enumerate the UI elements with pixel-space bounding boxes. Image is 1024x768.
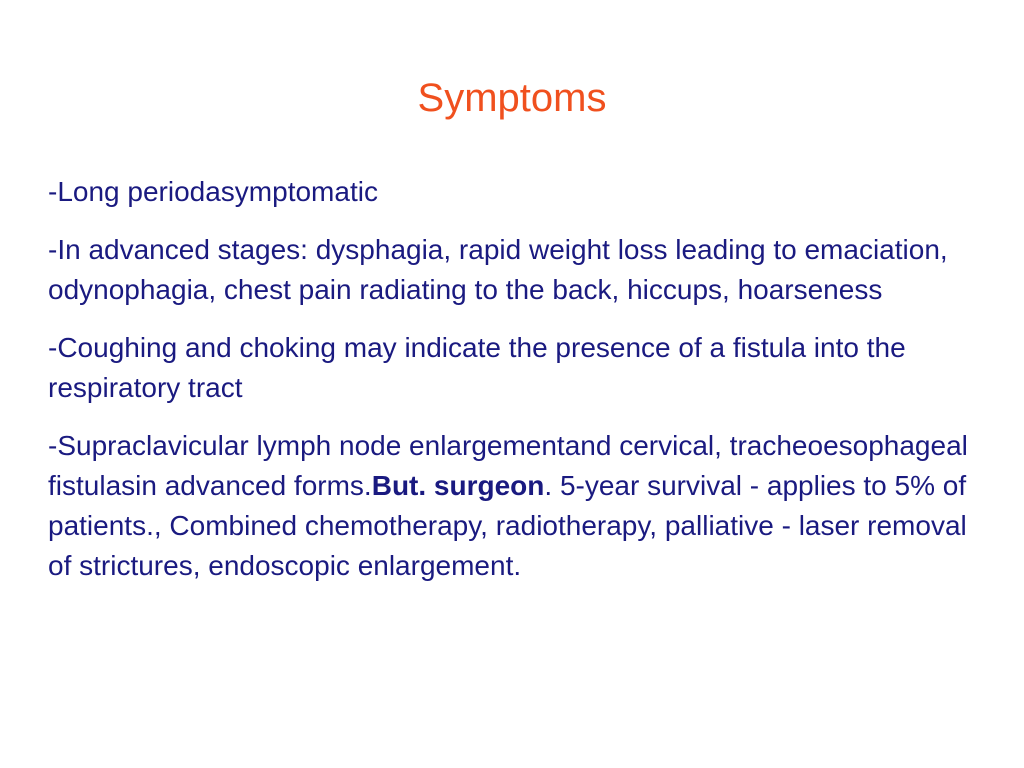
bullet-advanced-stages: -In advanced stages: dysphagia, rapid weight loss leading to emaciation, odynophagia, chest pain radiating to the back, hiccups, hoarseness bbox=[48, 234, 948, 305]
bold-surgeon-text: But. surgeon bbox=[371, 470, 545, 501]
slide-body bbox=[48, 172, 978, 604]
bullet-asymptomatic: -Long periodasymptomatic bbox=[48, 176, 378, 207]
slide-title: Symptoms bbox=[417, 76, 607, 120]
bullet-fistula: -Coughing and choking may indicate the presence of a fistula into the respiratory tract bbox=[48, 332, 906, 403]
bullet-survival-treatment-text: . 5-year survival - applies to 5% of patients., Combined chemotherapy, radiotherapy, palliative - laser removal of strictures, endoscopic enlargement. bbox=[48, 470, 967, 581]
bullet-lymph-node-treatment bbox=[48, 426, 978, 586]
bullet-lymph-node-text: -Supraclavicular lymph node enlargementand cervical, tracheoesophageal fistulasin advanced forms. bbox=[48, 430, 968, 501]
